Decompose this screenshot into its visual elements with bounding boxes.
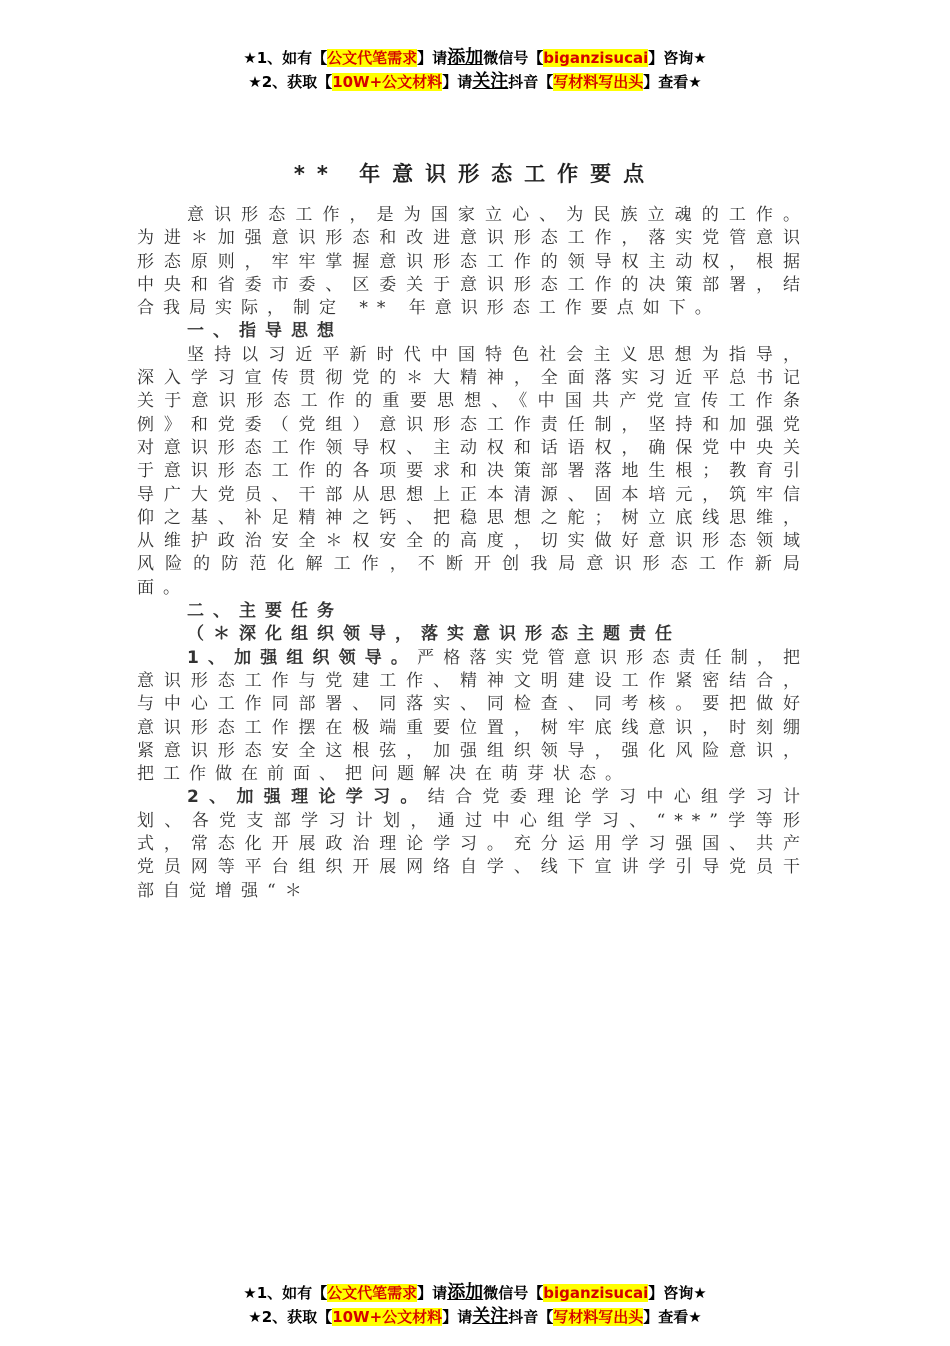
- document-body: [137, 204, 809, 903]
- promo-text: 】咨询★: [648, 49, 707, 67]
- promo-text: ★1、如有【: [243, 49, 328, 67]
- task-item-1-text: 严格落实党管意识形态责任制，把意识形态工作与党建工作、精神文明建设工作紧密结合，与中心工作同部署、同落实、同检查、同考核。要把做好意识形态工作摆在极端重要位置，树牢底线意识，时刻绷紧意识形态安全这根弦，加强组织领导，强化风险意识，把工作做在前面、把问题解决在萌芽状态。: [137, 647, 809, 785]
- section-heading-guiding-thought: 一、指导思想: [187, 321, 343, 342]
- task-item-2: [137, 786, 809, 902]
- promo-emphasis: 关注: [472, 1306, 509, 1327]
- promo-text: 】查看★: [643, 1308, 702, 1326]
- task-item-1-lead: 1、加强组织领导。: [187, 647, 418, 668]
- promo-text: 】请: [417, 49, 448, 67]
- subsection-heading-organization: （＊深化组织领导，落实意识形态主题责任: [187, 624, 681, 645]
- task-item-1: [137, 647, 809, 787]
- promo-text: 】请: [417, 1284, 448, 1302]
- promo-text: ★2、获取【: [248, 1308, 333, 1326]
- promo-highlight: 10W+公文材料: [332, 1308, 443, 1326]
- document-title: ** 年意识形态工作要点: [293, 162, 657, 186]
- promo-banner-top: [0, 46, 950, 94]
- promo-line-1: [0, 46, 950, 70]
- promo-text: 】查看★: [643, 73, 702, 91]
- promo-text: 】请: [442, 73, 473, 91]
- promo-text: 微信号【: [483, 1284, 544, 1302]
- promo-text: 抖音【: [508, 73, 554, 91]
- section-heading-main-tasks: 二、主要任务: [187, 601, 343, 622]
- promo-text: ★2、获取【: [248, 73, 333, 91]
- promo-highlight: 10W+公文材料: [332, 73, 443, 91]
- promo-text: 抖音【: [508, 1308, 554, 1326]
- promo-douyin-id: 写材料写出头: [553, 1308, 644, 1326]
- promo-highlight: 公文代笔需求: [327, 49, 418, 67]
- promo-text: 】请: [442, 1308, 473, 1326]
- promo-wechat-id: biganzisucai: [543, 1284, 649, 1302]
- promo-wechat-id: biganzisucai: [543, 49, 649, 67]
- promo-text: 】咨询★: [648, 1284, 707, 1302]
- promo-highlight: 公文代笔需求: [327, 1284, 418, 1302]
- intro-paragraph: 意识形态工作，是为国家立心、为民族立魂的工作。为进＊加强意识形态和改进意识形态工作，落实党管意识形态原则，牢牢掌握意识形态工作的领导权主动权，根据中央和省委市委、区委关于意识形态工作的决策部署，结合我局实际，制定 ** 年意识形态工作要点如下。: [137, 205, 809, 319]
- task-item-2-text: 结合党委理论学习中心组学习计划、各党支部学习计划，通过中心组学习、“**”学等形式，常态化开展政治理论学习。充分运用学习强国、共产党员网等平台组织开展网络自学、线下宣讲学引导党员干部自觉增强“＊: [137, 787, 809, 901]
- promo-emphasis: 添加: [447, 47, 484, 68]
- promo-text: 微信号【: [483, 49, 544, 67]
- promo-banner-bottom: [0, 1281, 950, 1329]
- task-item-2-lead: 2、加强理论学习。: [187, 787, 428, 808]
- promo-line-2: [0, 1305, 950, 1329]
- promo-line-1: [0, 1281, 950, 1305]
- promo-line-2: [0, 70, 950, 94]
- promo-emphasis: 关注: [472, 71, 509, 92]
- promo-douyin-id: 写材料写出头: [553, 73, 644, 91]
- promo-text: ★1、如有【: [243, 1284, 328, 1302]
- promo-emphasis: 添加: [447, 1282, 484, 1303]
- guiding-thought-paragraph: 坚持以习近平新时代中国特色社会主义思想为指导，深入学习宣传贯彻党的＊大精神，全面落实习近平总书记关于意识形态工作的重要思想、《中国共产党宣传工作条例》和党委（党组）意识形态工作责任制，坚持和加强党对意识形态工作领导权、主动权和话语权，确保党中央关于意识形态工作的各项要求和决策部署落地生根；教育引导广大党员、干部从思想上正本清源、固本培元，筑牢信仰之基、补足精神之钙、把稳思想之舵；树立底线思维，从维护政治安全＊权安全的高度，切实做好意识形态领域风险的防范化解工作，不断开创我局意识形态工作新局面。: [137, 344, 809, 598]
